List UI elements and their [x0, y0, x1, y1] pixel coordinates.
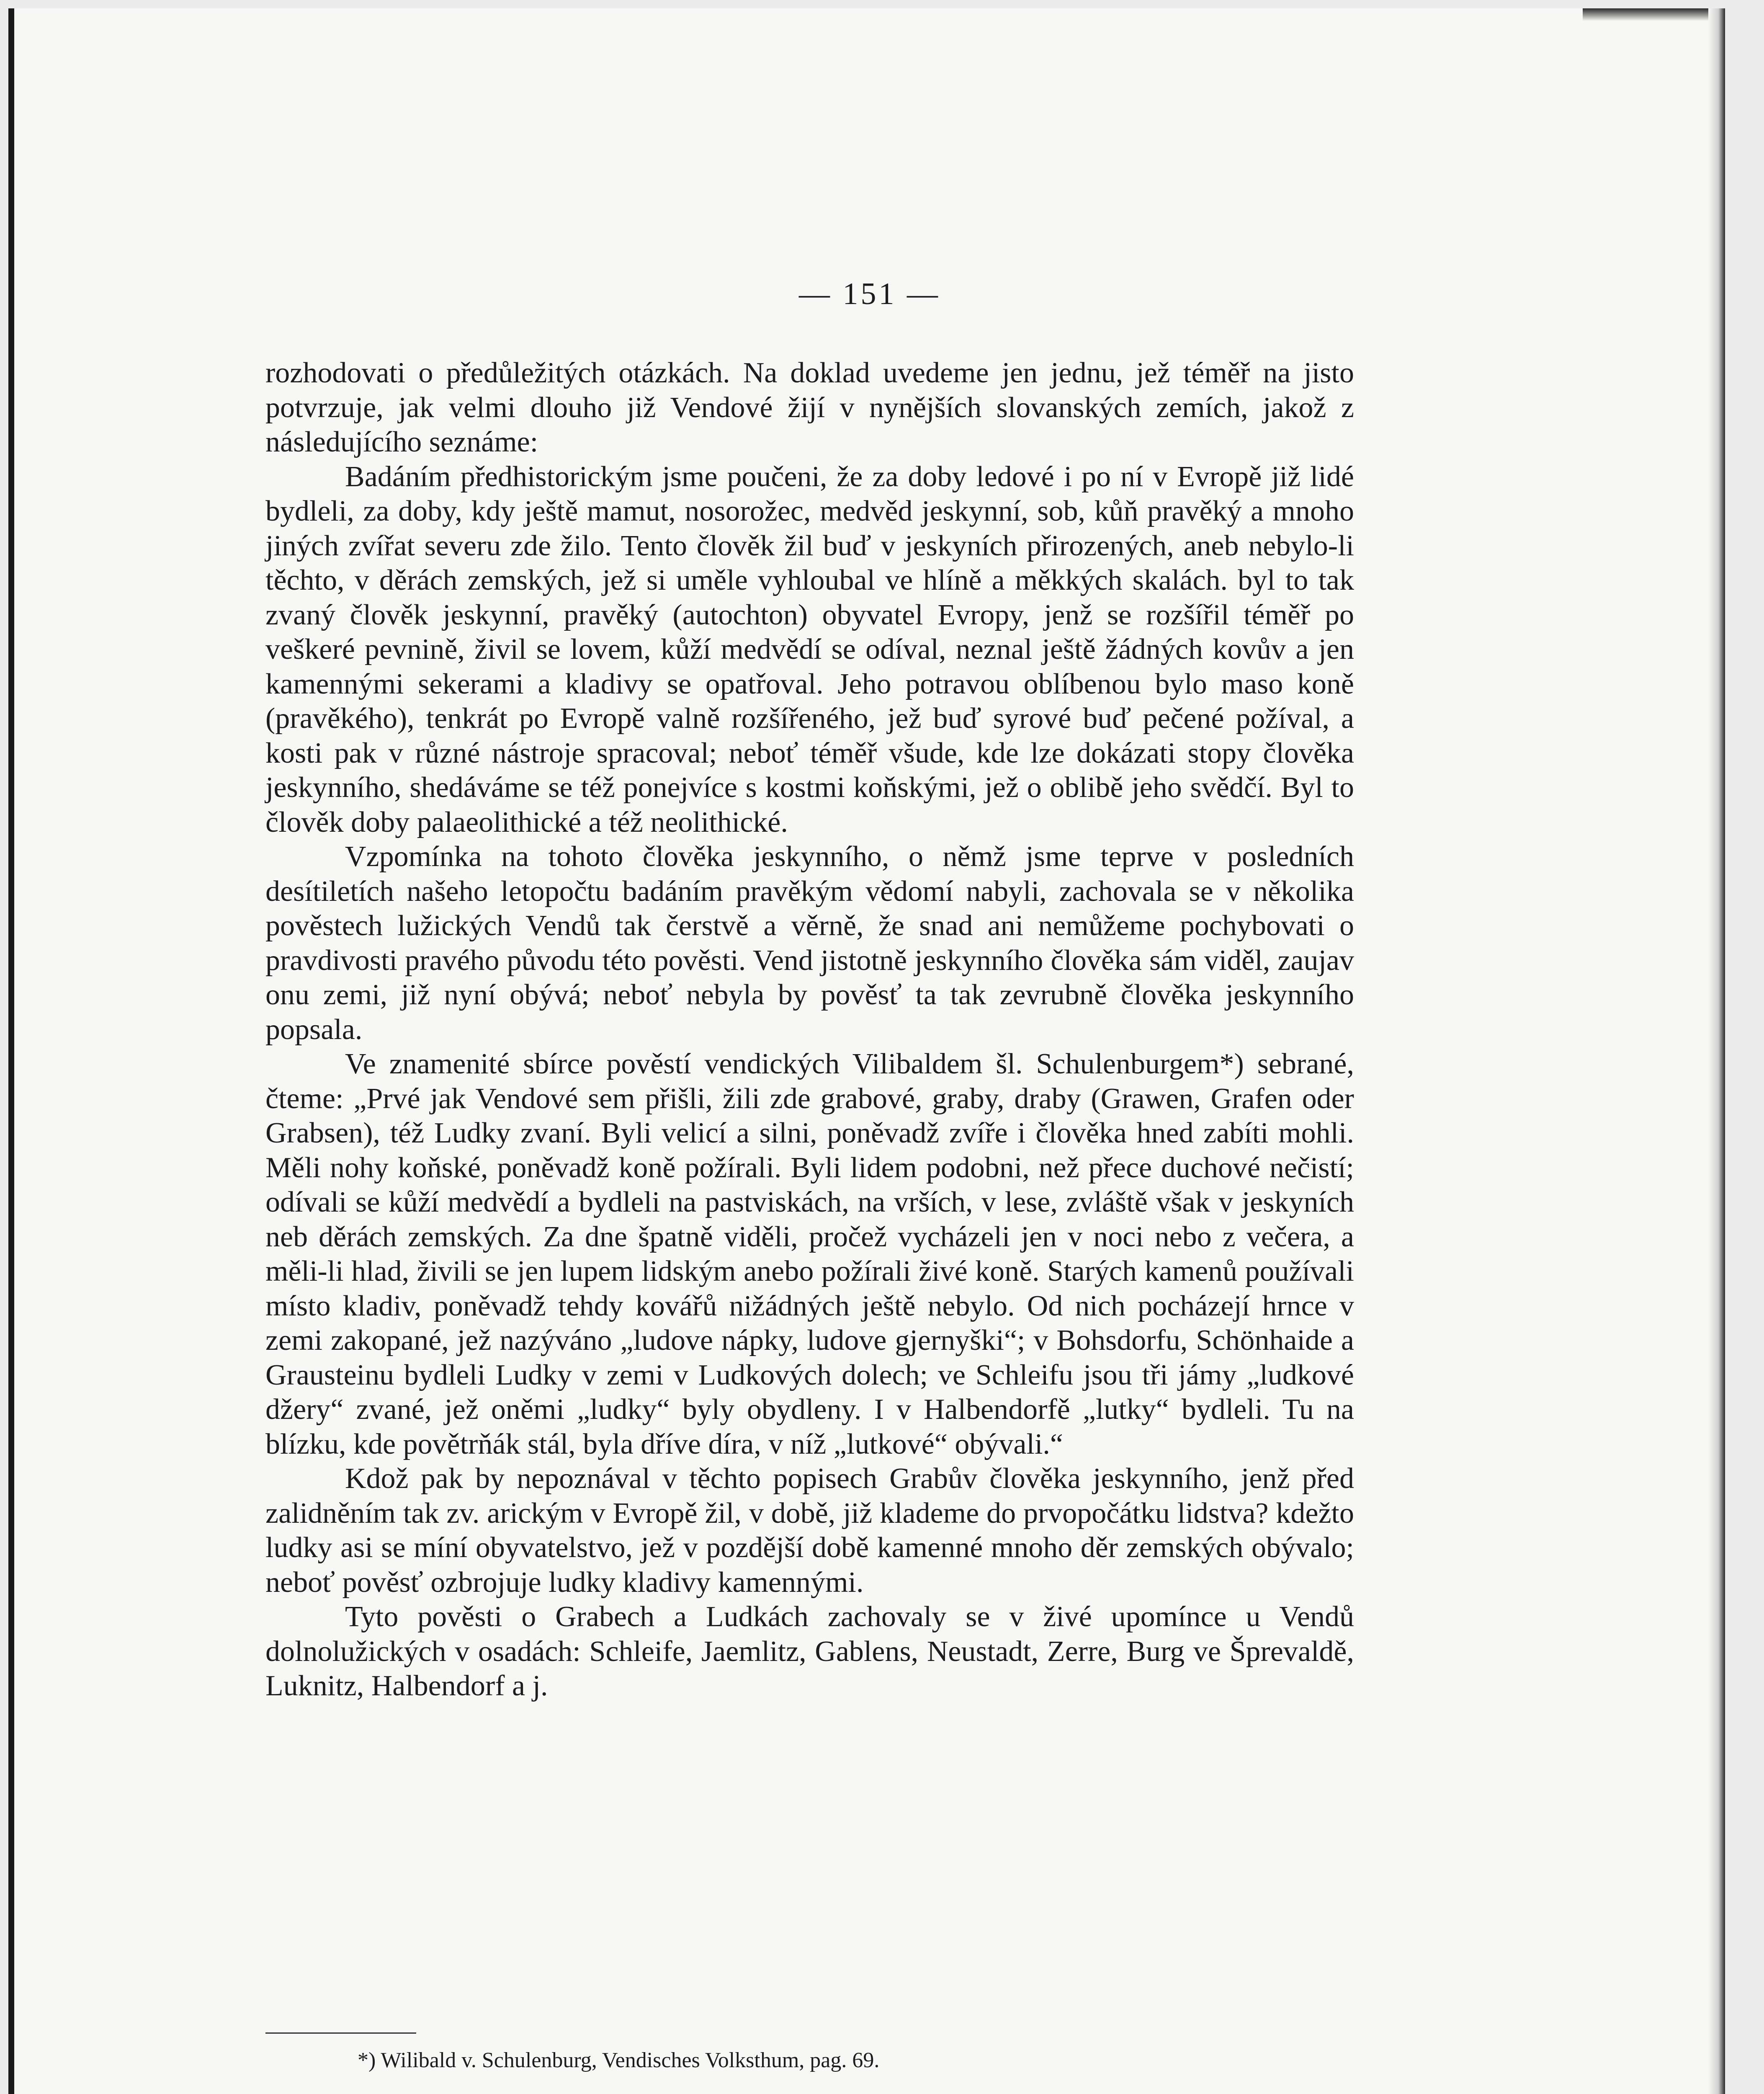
- page-edge-shadow: [1708, 8, 1725, 2094]
- paragraph-2: Badáním předhistorickým jsme poučeni, že za doby ledové i po ní v Evropě již lidé bydleli, za doby, kdy ještě mamut, nosorožec, medvěd jeskynní, sob, kůň pravěký a mnoho jiných zvířat severu zde žilo. Tento člověk žil buď v jeskyních přirozených, aneb nebylo-li těchto, v děrách zemských, jež si uměle vyhloubal ve hlíně a měkkých skalách. byl to tak zvaný člověk jeskynní, pravěký (autochton) obyvatel Evropy, jenž se rozšířil téměř po veškeré pevnině, živil se lovem, kůží medvědí se odíval, neznal ještě žádných kovův a jen kamennými sekerami a kladivy se opatřoval. Jeho potravou oblíbenou bylo maso koně (pravěkého), tenkrát po Evropě valně rozšířeného, jež buď syrové buď pečené požíval, a kosti pak v různé nástroje spracoval; neboť téměř všude, kde lze dokázati stopy člověka jeskynního, shedáváme se též ponejvíce s kostmi koňskými, jež o oblibě jeho svědčí. Byl to člověk doby palaeolithické a též neolithické.: [265, 460, 1354, 838]
- scanned-page: [8, 8, 1725, 2094]
- footnote-rule: [265, 2032, 416, 2034]
- paragraph-5: Kdož pak by nepoznával v těchto popisech Grabův člověka jeskynního, jenž před zalidněním tak zv. arickým v Evropě žil, v době, již klademe do prvopočátku lidstva? kdežto ludky asi se míní obyvatelstvo, jež v pozdější době kamenné mnoho děr zemských obývalo; neboť pověsť ozbrojuje ludky kladivy kamennými.: [265, 1462, 1354, 1599]
- page-corner-shadow: [1583, 8, 1708, 21]
- paragraph-3: Vzpomínka na tohoto člověka jeskynního, o němž jsme teprve v posledních desítiletích našeho letopočtu badáním pravěkým vědomí nabyli, zachovala se v několika pověstech lužických Vendů tak čerstvě a věrně, že snad ani nemůžeme pochybovati o pravdivosti pravého původu této pověsti. Vend jistotně jeskynního člověka sám viděl, zaujav onu zemi, již nyní obývá; neboť nebyla by pověsť ta tak zevrubně člověka jeskynního popsala.: [265, 841, 1354, 1046]
- footnote: *) Wilibald v. Schulenburg, Vendisches Volksthum, pag. 69.: [358, 2048, 880, 2072]
- page-number: — 151 —: [799, 277, 940, 311]
- paragraph-4: Ve znamenité sbírce pověstí vendických Vilibaldem šl. Schulenburgem*) sebrané, čteme: „Prvé jak Vendové sem přišli, žili zde grabové, graby, draby (Grawen, Grafen oder Grabsen), též Ludky zvaní. Byli velicí a silni, poněvadž zvíře i člověka hned zabíti mohli. Měli nohy koňské, poněvadž koně požírali. Byli lidem podobni, než přece duchové nečistí; odívali se kůží medvědí a bydleli na pastviskách, na vrších, v lese, zvláště však v jeskyních neb děrách zemských. Za dne špatně viděli, pročež vycházeli jen v noci nebo z večera, a měli-li hlad, živili se jen lupem lidským anebo požírali živé koně. Starých kamenů používali místo kladiv, poněvadž tehdy kovářů nižádných ještě nebylo. Od nich pocházejí hrnce v zemi zakopané, jež nazýváno „ludove nápky, ludove gjernyški“; v Bohsdorfu, Schönhaide a Grausteinu bydleli Ludky v zemi v Ludkových dolech; ve Schleifu jsou tři jámy „ludkové džery“ zvané, jež oněmi „ludky“ byly obydleny. I v Halbendorfě „lutky“ bydleli. Tu na blízku, kde povětrňák stál, byla dříve díra, v níž „lutkové“ obývali.“: [265, 1048, 1354, 1460]
- paragraph-6: Tyto pověsti o Grabech a Ludkách zachovaly se v živé upomínce u Vendů dolnolužických v osadách: Schleife, Jaemlitz, Gablens, Neustadt, Zerre, Burg ve Šprevaldě, Luknitz, Halbendorf a j.: [265, 1601, 1354, 1702]
- paragraph-1: rozhodovati o předůležitých otázkách. Na doklad uvedeme jen jednu, jež téměř na jisto potvrzuje, jak velmi dlouho již Vendové žijí v nynějších slovanských zemích, jakož z následujícího seznáme:: [265, 357, 1354, 458]
- body-text: [265, 356, 1354, 1704]
